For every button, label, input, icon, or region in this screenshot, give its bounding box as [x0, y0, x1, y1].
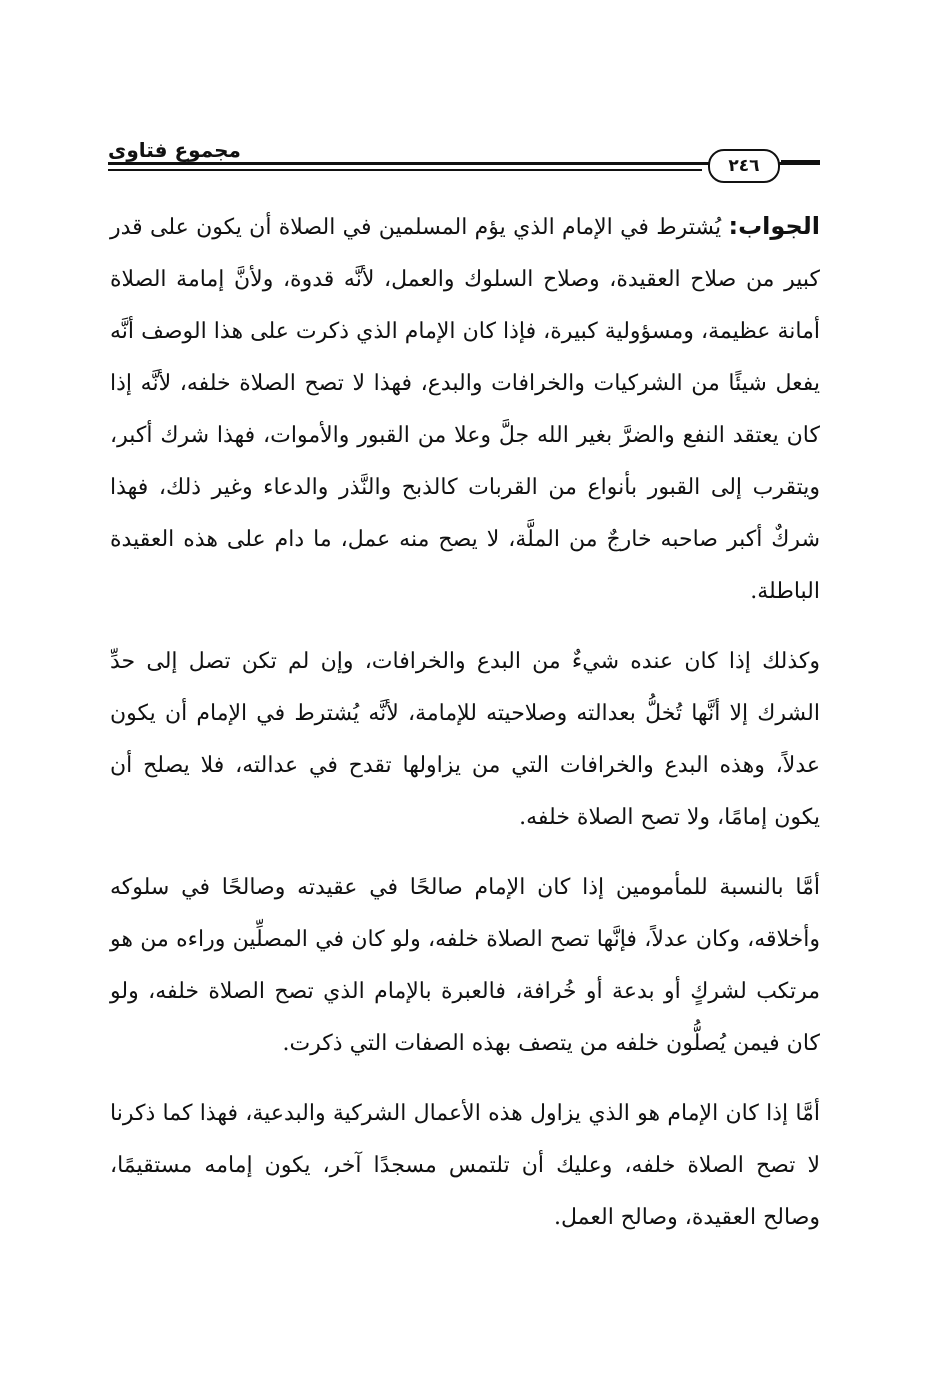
header-dash: [781, 160, 820, 163]
paragraph-3: أمَّا بالنسبة للمأمومين إذا كان الإمام صالحًا في عقيدته وصالحًا في سلوكه وأخلاقه، وكان عدلاً، فإنَّها تصح الصلاة خلفه، ولو كان في المصلِّين وراءه من هو مرتكب لشركٍ أو بدعة أو خُرافة، فالعبرة بالإمام الذي تصح الصلاة خلفه، ولو كان فيمن يُصلُّون خلفه من يتصف بهذه الصفات التي ذكرت.: [110, 875, 820, 1056]
answer-text: يُشترط في الإمام الذي يؤم المسلمين في الصلاة أن يكون على قدر كبير من صلاح العقيدة، وصلاح السلوك والعمل، لأنَّه قدوة، ولأنَّ إمامة الصلاة أمانة عظيمة، ومسؤولية كبيرة، فإذا كان الإمام الذي ذكرت على هذا الوصف أنَّه يفعل شيئًا من الشركيات والخرافات والبدع، فهذا لا تصح الصلاة خلفه، لأنَّه إذا كان يعتقد النفع والضرَّ بغير الله جلَّ وعلا من القبور والأموات، فهذا شرك أكبر، ويتقرب إلى القبور بأنواع من القربات كالذبح والنَّذر والدعاء وغير ذلك، فهذا شركٌ أكبر صاحبه خارجٌ من الملَّة، لا يصح منه عمل، ما دام على هذه العقيدة الباطلة.: [110, 215, 820, 604]
paragraph-4: أمَّا إذا كان الإمام هو الذي يزاول هذه الأعمال الشركية والبدعية، فهذا كما ذكرنا لا تصح الصلاة خلفه، وعليك أن تلتمس مسجدًا آخر، يكون إمامه مستقيمًا، وصالح العقيدة، وصالح العمل.: [110, 1101, 820, 1230]
page-body: [110, 200, 820, 1262]
header-rule-thin: [108, 169, 702, 171]
page-number: ٢٤٦: [708, 149, 780, 183]
page-header: [108, 138, 820, 178]
paragraph-2: وكذلك إذا كان عنده شيءٌ من البدع والخرافات، وإن لم تكن تصل إلى حدِّ الشرك إلا أنَّها تُخلُّ بعدالته وصلاحيته للإمامة، لأنَّه يُشترط في الإمام أن يكون عدلاً، وهذه البدع والخرافات التي من يزاولها تقدح في عدالته، فلا يصلح أن يكون إمامًا، ولا تصح الصلاة خلفه.: [110, 649, 820, 830]
answer-paragraph: [110, 200, 820, 618]
book-title: مجموع فتاوى: [108, 138, 241, 162]
answer-label: الجواب:: [728, 212, 820, 240]
